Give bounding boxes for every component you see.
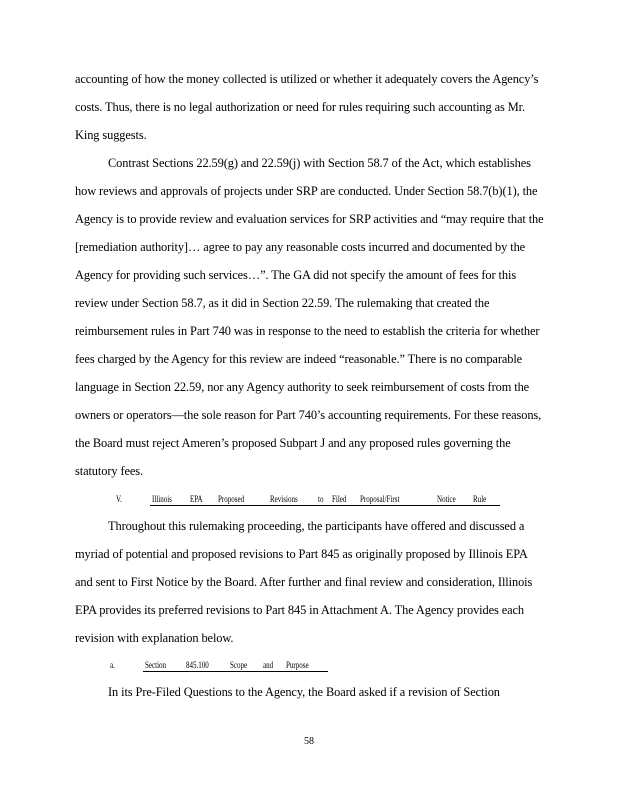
body-line: statutory fees.	[75, 464, 144, 478]
body-line: how reviews and approvals of projects under SRP are conducted. Under Section 58.7(b)(1), the	[75, 184, 538, 198]
heading-word: Purpose	[286, 660, 309, 670]
heading-underline	[150, 505, 500, 506]
heading-word: Notice	[437, 494, 456, 504]
heading-word: Section	[145, 660, 167, 670]
heading-word: Scope	[230, 660, 248, 670]
body-line: Throughout this rulemaking proceeding, the participants have offered and discussed a	[108, 519, 525, 533]
body-line: [remediation authority]… agree to pay any reasonable costs incurred and documented by the	[75, 240, 526, 254]
heading-word: Illinois	[152, 494, 172, 504]
heading-word: Proposal/First	[360, 494, 400, 504]
body-line: Contrast Sections 22.59(g) and 22.59(j) with Section 58.7 of the Act, which establishes	[108, 156, 531, 170]
heading-word: Proposed	[218, 494, 245, 504]
body-line: myriad of potential and proposed revisions to Part 845 as originally proposed by Illinois EPA	[75, 547, 528, 561]
heading-underline	[143, 671, 328, 672]
body-line: and sent to First Notice by the Board. After further and final review and consideration, Illinois	[75, 575, 533, 589]
body-line: owners or operators—the sole reason for Part 740’s accounting requirements. For these reasons,	[75, 408, 542, 422]
heading-word: and	[263, 660, 274, 670]
heading-word: Rule	[473, 494, 487, 504]
body-line: EPA provides its preferred revisions to Part 845 in Attachment A. The Agency provides each	[75, 603, 525, 617]
heading-word: to	[318, 494, 324, 504]
heading-word: 845.100	[186, 660, 209, 670]
body-line: fees charged by the Agency for this review are indeed “reasonable.” There is no comparable	[75, 352, 523, 366]
body-line: review under Section 58.7, as it did in Section 22.59. The rulemaking that created the	[75, 296, 490, 310]
heading-word: Filed	[332, 494, 347, 504]
heading-word: EPA	[190, 494, 203, 504]
heading-word: Revisions	[270, 494, 298, 504]
heading-letter: a.	[110, 660, 115, 670]
body-line: language in Section 22.59, nor any Agency authority to seek reimbursement of costs from the	[75, 380, 530, 394]
body-line: accounting of how the money collected is utilized or whether it adequately covers the Agency’s	[75, 72, 539, 86]
body-line: reimbursement rules in Part 740 was in response to the need to establish the criteria for whether	[75, 324, 540, 338]
body-line: King suggests.	[75, 128, 147, 142]
body-line: In its Pre-Filed Questions to the Agency, the Board asked if a revision of Section	[108, 685, 500, 699]
body-line: the Board must reject Ameren’s proposed Subpart J and any proposed rules governing the	[75, 436, 511, 450]
page-number: 58	[304, 736, 314, 747]
body-line: Agency is to provide review and evaluation services for SRP activities and “may require that the	[75, 212, 544, 226]
heading-numeral: V.	[116, 494, 122, 504]
body-line: Agency for providing such services…”. The GA did not specify the amount of fees for this	[75, 268, 517, 282]
body-line: revision with explanation below.	[75, 631, 234, 645]
body-line: costs. Thus, there is no legal authorization or need for rules requiring such accounting as Mr.	[75, 100, 525, 114]
